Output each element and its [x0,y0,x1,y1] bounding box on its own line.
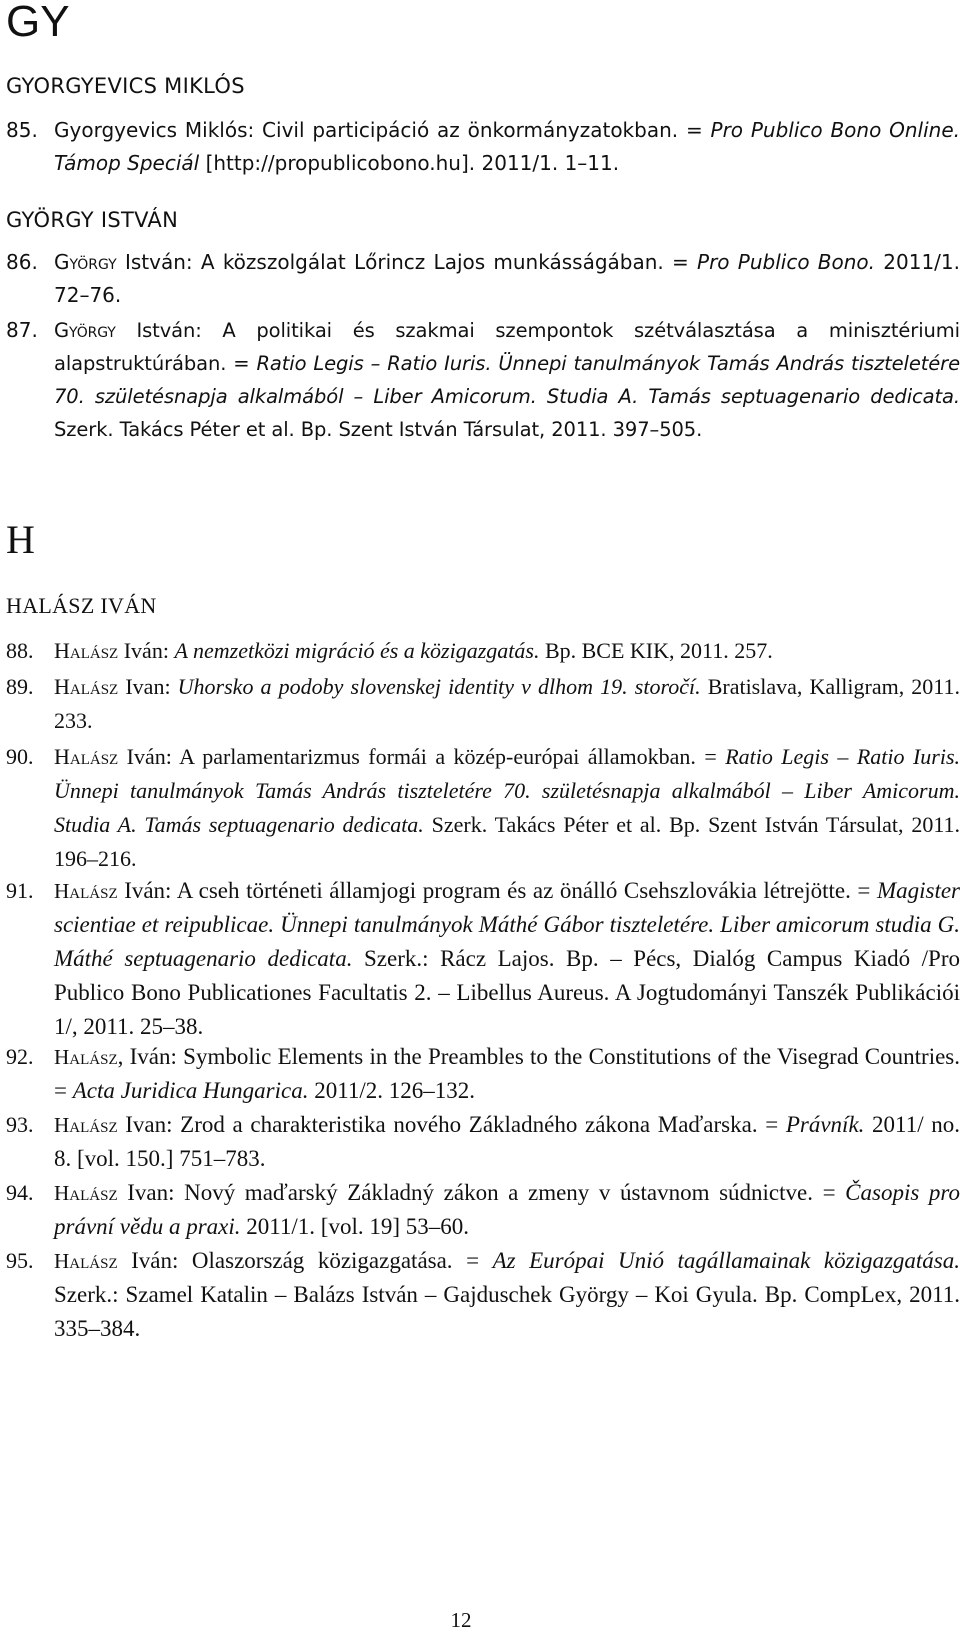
entry-text [54,1040,960,1108]
entry-title-italic: Magister scientiae et reipublicae. Ünnepi tanulmányok Máthé Gábor tiszteletére. Liber amicorum studia G. Máthé septuagenario dedicata. [54,878,960,971]
entry-text-run: Szerk.: Szamel Katalin – Balázs István – Gajduschek György – Koi Gyula. Bp. CompLex, 2011. 335–384. [54,1282,960,1341]
entry-author-name: Halász [54,1045,118,1069]
entry-text [54,314,960,446]
entry-text-run: Ivan: Nový maďarský Základný zákon a zmeny v ústavnom súdnictve. = [117,1180,846,1205]
entry-title-italic: Pro Publico Bono. [697,250,876,274]
entry-text-run: 2011/1. 72–76. [54,250,960,307]
bibliography-entry [6,1040,960,1108]
entry-text-run: Ivan: [118,674,178,699]
entry-text-run: , Iván: Symbolic Elements in the Preambles to the Constitutions of the Visegrad Countries. = [54,1044,960,1103]
entry-text [54,1244,960,1346]
entry-number: 88. [6,638,34,663]
entry-text [54,114,960,180]
entry-text-run: Szerk.: Rácz Lajos. Bp. – Pécs, Dialóg Campus Kiadó /Pro Publico Bono Publicationes Facultatis 2. – Libellus Aureus. A Jogtudományi Tanszék Publikációi 1/, 2011. 25–38. [54,946,960,1039]
entry-text-run: István: A közszolgálat Lőrincz Lajos munkásságában. = [116,250,698,274]
entry-text-run: Iván: A cseh történeti államjogi program és az önálló Csehszlovákia létrejötte. = [117,878,877,903]
entry-title-italic: Právník. [785,1112,865,1137]
entry-author-name: Halász [54,879,118,903]
entry-title-italic: Uhorsko a podoby slovenskej identity v dlhom 19. storočí. [177,674,701,699]
entry-text-run: Iván: [118,638,175,663]
bibliography-entry [6,314,960,446]
bibliography-entry [6,1244,960,1346]
entry-text-run: Szerk. Takács Péter et al. Bp. Szent István Társulat, 2011. 397–505. [54,418,703,441]
entry-title-italic: Acta Juridica Hungarica. [72,1078,309,1103]
entry-number: 86. [6,250,38,274]
entry-text-run: [http://propublicobono.hu]. 2011/1. 1–11. [199,151,620,175]
entry-author-name: Halász [54,674,119,699]
entry-text-run: Ivan: Zrod a charakteristika nového Základného zákona Maďarska. = [117,1112,786,1137]
entry-title-italic: Ratio Legis – Ratio Iuris. Ünnepi tanulmányok Tamás András tiszteletére 70. születésnapja alkalmából – Liber Amicorum. Studia A. Tamás septuagenario dedicata. [54,352,960,408]
entry-author-name: György [54,250,117,274]
author-heading: GYORGYEVICS MIKLÓS [6,74,245,98]
bibliography-entry [6,874,960,1044]
bibliography-entry [6,114,960,180]
entry-text-run: Gyorgyevics Miklós: Civil participáció az önkormányzatokban. = [54,118,711,142]
entry-number: 90. [6,744,34,769]
entry-number: 91. [6,878,34,903]
entry-text [54,874,960,1044]
entry-text-run: 2011/1. [vol. 19] 53–60. [240,1214,470,1239]
entry-number: 94. [6,1180,34,1205]
entry-text [54,1108,960,1176]
entry-text [54,246,960,312]
section-letter-gy: GY [6,0,70,46]
bibliography-entry [6,740,960,876]
entry-text [54,1176,960,1244]
page-number: 12 [450,1608,472,1632]
entry-text-run: 2011/ no. 8. [vol. 150.] 751–783. [54,1112,960,1171]
entry-author-name: Halász [54,744,119,769]
entry-text-run: Szerk. Takács Péter et al. Bp. Szent István Társulat, 2011. 196–216. [54,812,960,871]
entry-text-run: Bratislava, Kalligram, 2011. 233. [54,674,960,733]
bibliography-entry [6,1176,960,1244]
entry-title-italic: A nemzetközi migráció és a közigazgatás. [174,638,540,663]
entry-title-italic: Časopis pro právní vědu a praxi. [54,1180,960,1239]
entry-title-italic: Az Európai Unió tagállamainak közigazgatása. [492,1248,960,1273]
entry-author-name: Halász [54,1113,118,1137]
entry-text-run: Bp. BCE KIK, 2011. 257. [539,638,773,663]
author-heading: GYÖRGY ISTVÁN [6,208,179,232]
entry-text-run: 2011/2. 126–132. [308,1078,475,1103]
bibliography-entry [6,670,960,738]
entry-author-name: Halász [54,1249,118,1273]
entry-number: 89. [6,674,34,699]
entry-title-italic: Pro Publico Bono Online. Támop Speciál [54,118,960,175]
entry-text-run: István: A politikai és szakmai szempontok szétválasztása a minisztériumi alapstruktúrában. = [54,319,960,375]
entry-text-run: Iván: Olaszország közigazgatása. = [117,1248,493,1273]
entry-text [54,670,960,738]
entry-text [54,634,960,668]
entry-number: 87. [6,318,38,342]
entry-text-run: Iván: A parlamentarizmus formái a közép-európai államokban. = [118,744,726,769]
entry-author-name: Halász [54,1181,118,1205]
entry-number: 92. [6,1044,34,1069]
section-letter-h: H [6,517,35,562]
bibliography-entry [6,1108,960,1176]
entry-text [54,740,960,876]
entry-author-name: György [54,319,116,342]
entry-number: 85. [6,118,38,142]
entry-number: 93. [6,1112,34,1137]
bibliography-entry [6,634,960,668]
entry-author-name: Halász [54,638,119,663]
author-heading: HALÁSZ IVÁN [6,593,157,618]
bibliography-entry [6,246,960,312]
entry-title-italic: Ratio Legis – Ratio Iuris. Ünnepi tanulmányok Tamás András tiszteletére 70. születésnapja alkalmából – Liber Amicorum. Studia A. Tamás septuagenario dedicata. [54,744,960,837]
entry-number: 95. [6,1248,34,1273]
